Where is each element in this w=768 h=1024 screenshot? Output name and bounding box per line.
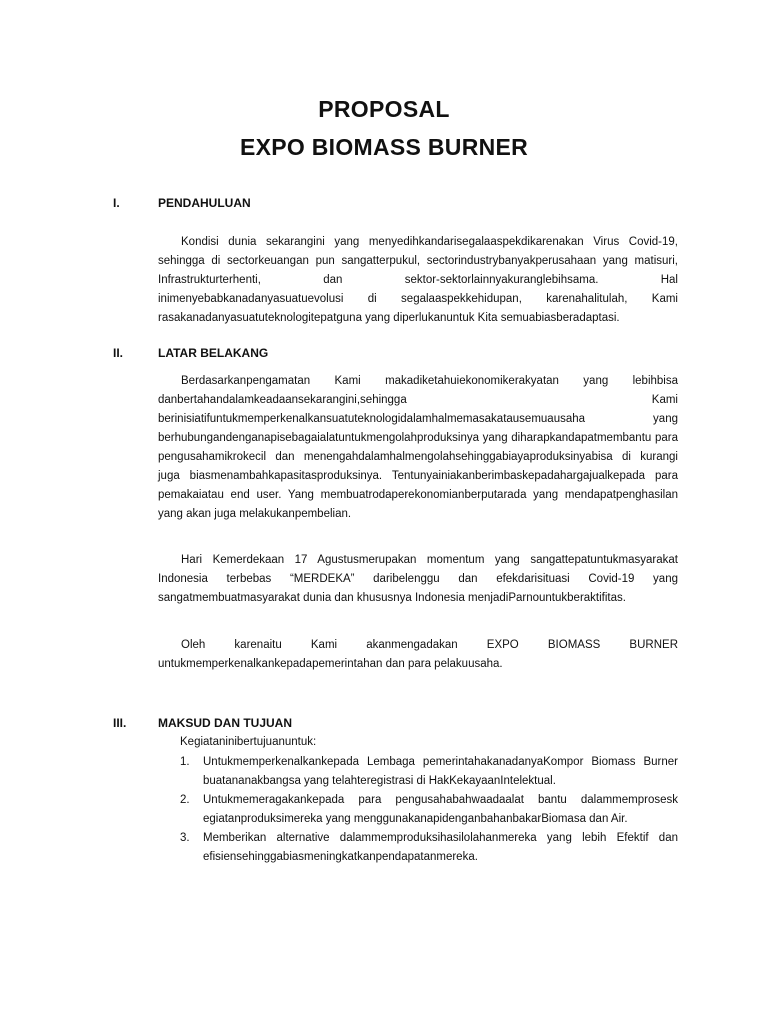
section-heading-maksud-dan-tujuan: MAKSUD DAN TUJUAN	[158, 716, 292, 730]
paragraph: Oleh karenaitu Kami akanmengadakan EXPO BIOMASS BURNER untukmemperkenalkankepadapemerintahan dan para pelakuusaha.	[158, 639, 678, 670]
section-number: III.	[113, 716, 127, 730]
section-number: II.	[113, 346, 124, 360]
paragraph: Hari Kemerdekaan 17 Agustusmerupakan momentum yang sangattepatuntukmasyarakat Indonesia terbebas “MERDEKA” daribelenggu dan efekdarisituasi Covid-19 yang sangatmembuatmasyarakat dunia dan khususnya Indonesia menjadiParnountukberaktifitas.	[158, 554, 678, 604]
section-number: I.	[113, 196, 120, 210]
list-item	[158, 791, 678, 829]
section-heading-latar-belakang: LATAR BELAKANG	[158, 346, 269, 360]
list-item-text: Untukmemeragakankepada para pengusahabahwaadaalat bantu dalammemprosesk egiatanproduksimereka yang menggunakanapidenganbahanbakarBiomasa dan Air.	[203, 794, 678, 825]
paragraph: Berdasarkanpengamatan Kami makadiketahuiekonomikerakyatan yang lebihbisa danbertahandalamkeadaansekarangini,sehingga Kami berinisiatifuntukmemperkenalkansuatuteknologidalamhalmemasakatausemuausaha yang berhubungandenganapisebagaialatuntukmengolahproduksinya yang diharapkandapatmembantu para pengusahamikrokecil dan menengahdalamhalmengolahsehinggabiayaproduksinyabisa di kurangi juga biasmenambahkapasitasproduksinya. Tentunyainiakanberimbaskepadahargajualkepada para pemakaiatau end user. Yang membuatrodaperekonomianberputarada yang mendapatpenghasilan yang akan juga melakukanpembelian.	[158, 375, 678, 520]
list-intro: Kegiataninibertujuanuntuk:	[180, 736, 317, 748]
list-item	[158, 753, 678, 791]
list-item-text: Untukmemperkenalkankepada Lembaga pemerintahakanadanyaKompor Biomass Burner buatananakbangsa yang telahteregistrasi di HakKekayaanIntelektual.	[203, 756, 678, 787]
objectives-list	[158, 753, 678, 867]
list-item	[158, 829, 678, 867]
paragraph: Kondisi dunia sekarangini yang menyedihkandarisegalaaspekdikarenakan Virus Covid-19, sehingga di sectorkeuangan pun sangatterpukul, sectorindustrybanyakperusahaan yang matisuri, Infrastrukturterhenti, dan sektor-sektorlainnyakuranglebihsama. Hal inimenyebabkanadanyasuatuevolusi di segalaaspekkehidupan, karenahalitulah, Kami rasakanadanyasuatuteknologitepatguna yang diperlukanuntuk Kita semuabiasberadaptasi.	[158, 236, 678, 324]
proposal-subtitle: EXPO BIOMASS BURNER	[239, 134, 529, 160]
section-heading-pendahuluan: PENDAHULUAN	[158, 196, 251, 210]
list-item-text: Memberikan alternative dalammemproduksihasilolahanmereka yang lebih Efektif dan efisiensehinggabiasmeningkatkanpendapatanmereka.	[203, 832, 678, 863]
proposal-title: PROPOSAL	[318, 96, 450, 122]
list-item-number: 2.	[180, 794, 190, 806]
list-item-number: 1.	[180, 756, 190, 768]
list-item-number: 3.	[180, 832, 190, 844]
